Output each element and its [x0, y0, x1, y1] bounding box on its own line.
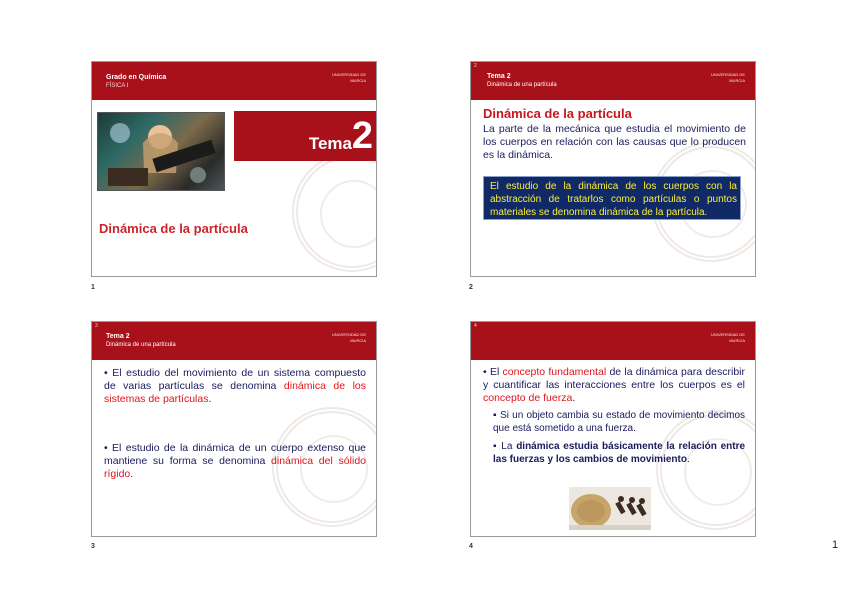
bullet-1-highlight: dinámica de los sistemas de partículas — [104, 380, 366, 405]
logo-line-1: UNIVERSIDAD DE — [710, 332, 745, 337]
slide-3[interactable] — [91, 321, 377, 537]
header-title: Tema 2 — [106, 333, 130, 340]
university-seal-watermark — [292, 152, 377, 272]
bullet-1-end: . — [572, 392, 576, 404]
sheet-page-number: 1 — [832, 539, 839, 551]
logo-line-1: UNIVERSIDAD DE — [710, 72, 745, 77]
slide-2-page-label: 2 — [469, 284, 473, 291]
tema-box — [234, 111, 376, 161]
sub-bullet-2 — [493, 440, 745, 466]
pushing-boulder-art — [569, 487, 651, 530]
logo-line-2: MURCIA — [729, 78, 745, 83]
slide-body-text: La parte de la mecánica que estudia el movimiento de los cuerpos en relación con las causas que lo producen es la dinámica. — [483, 123, 746, 161]
university-logo — [322, 72, 366, 86]
logo-line-1: UNIVERSIDAD DE — [331, 332, 366, 337]
logo-line-1: UNIVERSIDAD DE — [331, 72, 366, 77]
bullet-dot: • — [104, 367, 108, 379]
bullet-1-end: . — [208, 393, 212, 405]
sub-bullet-marker: ▪ — [493, 441, 498, 452]
pushing-boulder-image — [569, 487, 651, 530]
highlight-box — [483, 176, 741, 220]
highlight-text: El estudio de la dinámica de los cuerpos con la abstracción de tratarlos como partículas o puntos materiales se denomina dinámica de la partícula. — [490, 181, 737, 218]
slide-corner-number: 2 — [474, 63, 477, 69]
university-logo — [701, 72, 745, 86]
sub-bullet-2-bold: dinámica estudia básicamente la relación entre las fuerzas y los cambios de movimiento — [493, 441, 746, 465]
slide-1-page-label: 1 — [91, 284, 95, 291]
program-title: Grado en Química — [106, 74, 167, 81]
bullet-2-end: . — [130, 468, 134, 480]
bullet-1 — [483, 366, 745, 405]
tema-number: 2 — [351, 115, 373, 157]
course-name: FÍSICA I — [106, 83, 129, 89]
slide-title: Dinámica de la partícula — [99, 221, 248, 236]
bullet-1 — [104, 367, 366, 406]
slide-4[interactable] — [470, 321, 756, 537]
logo-line-2: MURCIA — [350, 78, 366, 83]
bullet-1-pre: El — [489, 366, 500, 378]
bullet-1-text: El estudio del movimiento de un sistema compuesto de varias partículas se denomina — [104, 367, 366, 392]
header-subtitle: Dinámica de una partícula — [487, 82, 557, 88]
slide-corner-number: 3 — [95, 323, 98, 329]
university-logo — [701, 332, 745, 346]
newton-painting-image — [97, 112, 225, 191]
slide-4-page-label: 4 — [469, 543, 473, 550]
bullet-2-highlight: dinámica del sólido rígido — [104, 455, 366, 480]
tema-word: Tema — [308, 134, 352, 153]
painting-art — [98, 113, 224, 190]
bullet-2-text: El estudio de la dinámica de un cuerpo extenso que mantiene su forma se denomina — [104, 442, 366, 467]
bullet-1-highlight-2: concepto de fuerza — [483, 392, 573, 404]
bullet-dot: • — [104, 442, 108, 454]
sub-bullet-2-pre: La — [501, 441, 513, 452]
bullet-dot: • — [483, 366, 487, 378]
slide-corner-number: 4 — [474, 323, 477, 329]
bullet-2 — [104, 442, 366, 481]
sub-bullet-1-text: Si un objeto cambia su estado de movimiento decimos que está sometido a una fuerza. — [493, 410, 746, 434]
bullet-1-mid: de la dinámica para describir y cuantificar las interacciones entre los cuerpos es el — [483, 366, 745, 391]
slide-1[interactable] — [91, 61, 377, 277]
sub-bullet-1 — [493, 409, 745, 435]
sub-bullet-marker: ▪ — [493, 410, 497, 421]
university-logo — [322, 332, 366, 346]
slide-2[interactable] — [470, 61, 756, 277]
logo-line-2: MURCIA — [350, 338, 366, 343]
logo-line-2: MURCIA — [729, 338, 745, 343]
header-subtitle: Dinámica de una partícula — [106, 342, 176, 348]
header-title: Tema 2 — [487, 73, 511, 80]
sub-bullet-2-end: . — [686, 454, 690, 465]
slide-heading: Dinámica de la partícula — [483, 106, 632, 121]
bullet-1-highlight-1: concepto fundamental — [502, 366, 607, 378]
slide-3-page-label: 3 — [91, 543, 95, 550]
